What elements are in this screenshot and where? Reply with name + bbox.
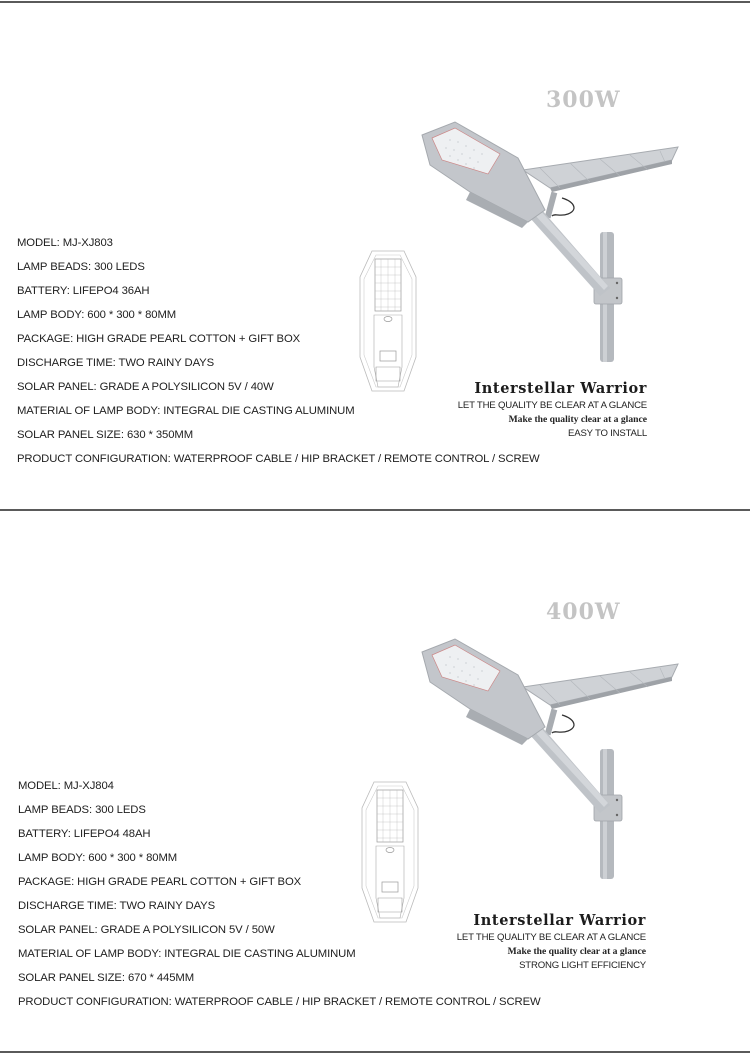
tagline-line2: Make the quality clear at a glance bbox=[507, 946, 646, 957]
spec-product-configuration: PRODUCT CONFIGURATION: WATERPROOF CABLE / HIP BRACKET / REMOTE CONTROL / SCREW bbox=[17, 453, 540, 465]
spec-battery: BATTERY: LIFEPO4 36AH bbox=[17, 285, 150, 297]
spec-product-configuration: PRODUCT CONFIGURATION: WATERPROOF CABLE / HIP BRACKET / REMOTE CONTROL / SCREW bbox=[18, 996, 541, 1008]
spec-discharge-time: DISCHARGE TIME: TWO RAINY DAYS bbox=[17, 357, 215, 369]
spec-battery: BATTERY: LIFEPO4 48AH bbox=[18, 828, 151, 840]
spec-package: PACKAGE: HIGH GRADE PEARL COTTON + GIFT BOX bbox=[18, 876, 302, 888]
spec-lamp-body: LAMP BODY: 600 * 300 * 80MM bbox=[17, 309, 177, 321]
wattage-label: 300W bbox=[546, 87, 621, 113]
spec-lamp-beads: LAMP BEADS: 300 LEDS bbox=[17, 261, 145, 273]
bottom-divider bbox=[0, 1051, 750, 1053]
spec-model: MODEL: MJ-XJ803 bbox=[17, 237, 113, 249]
spec-solar-panel-size: SOLAR PANEL SIZE: 670 * 445MM bbox=[18, 972, 195, 984]
tagline-line1: LET THE QUALITY BE CLEAR AT A GLANCE bbox=[456, 932, 646, 943]
tagline-line1: LET THE QUALITY BE CLEAR AT A GLANCE bbox=[457, 400, 647, 411]
spec-lamp-beads: LAMP BEADS: 300 LEDS bbox=[18, 804, 146, 816]
spec-package: PACKAGE: HIGH GRADE PEARL COTTON + GIFT BOX bbox=[17, 333, 301, 345]
spec-lamp-body: LAMP BODY: 600 * 300 * 80MM bbox=[18, 852, 178, 864]
tagline-block bbox=[458, 379, 647, 441]
tagline-feature: EASY TO INSTALL bbox=[568, 428, 647, 439]
spec-list bbox=[18, 779, 541, 1019]
tagline-title: Interstellar Warrior bbox=[473, 912, 646, 929]
spec-solar-panel-size: SOLAR PANEL SIZE: 630 * 350MM bbox=[17, 429, 194, 441]
spec-solar-panel: SOLAR PANEL: GRADE A POLYSILICON 5V / 50W bbox=[18, 924, 275, 936]
spec-solar-panel: SOLAR PANEL: GRADE A POLYSILICON 5V / 40W bbox=[17, 381, 274, 393]
tagline-block bbox=[457, 911, 646, 973]
spec-discharge-time: DISCHARGE TIME: TWO RAINY DAYS bbox=[18, 900, 216, 912]
spec-material: MATERIAL OF LAMP BODY: INTEGRAL DIE CASTING ALUMINUM bbox=[17, 405, 355, 417]
tagline-title: Interstellar Warrior bbox=[474, 380, 647, 397]
wattage-label: 400W bbox=[546, 599, 621, 625]
tagline-feature: STRONG LIGHT EFFICIENCY bbox=[519, 960, 646, 971]
spec-model: MODEL: MJ-XJ804 bbox=[18, 780, 114, 792]
spec-material: MATERIAL OF LAMP BODY: INTEGRAL DIE CASTING ALUMINUM bbox=[18, 948, 356, 960]
tagline-line2: Make the quality clear at a glance bbox=[508, 414, 647, 425]
product-section-400w bbox=[0, 520, 750, 1025]
middle-divider bbox=[0, 509, 750, 511]
product-section-300w bbox=[0, 3, 750, 508]
